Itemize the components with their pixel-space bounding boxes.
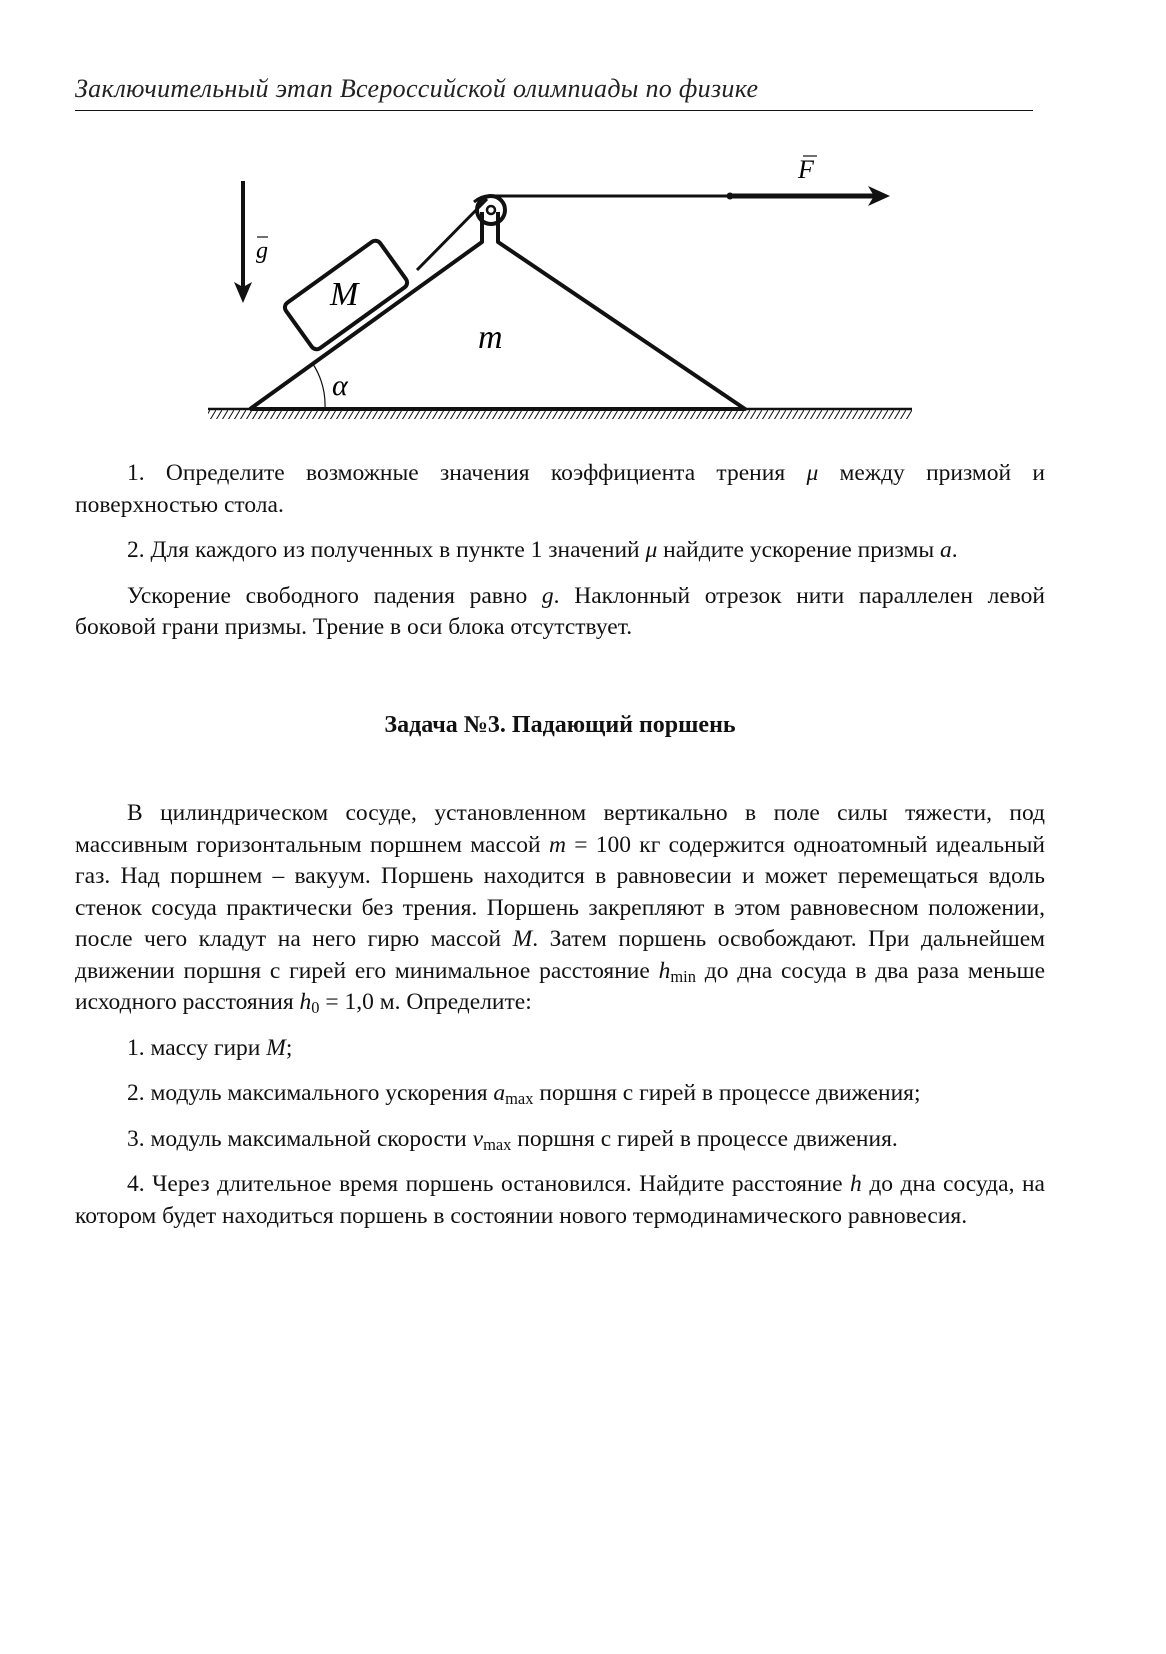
problem3-item-2: 2. модуль максимального ускорения $a_{max}$ поршня с гирей в процессе движения; — [127, 1080, 921, 1109]
problem2-questions — [75, 458, 1045, 658]
question-2: 2. Для каждого из полученных в пункте 1 значений μ найдите ускорение призмы a. — [127, 537, 958, 563]
problem3-body — [75, 798, 1045, 1246]
question-1: 1. Определите возможные значения коэффициента трения μ между призмой и поверхностью стола. — [75, 460, 1045, 518]
gravity-label: g — [256, 238, 268, 264]
problem3-title: Задача №3. Падающий поршень — [384, 712, 736, 738]
angle-label: α — [332, 369, 348, 402]
problem3-intro: В цилиндрическом сосуде, установленном вертикально в поле силы тяжести, под массивным горизонтальным поршнем массой m = 100 кг содержится одноатомный идеальный газ. Над поршнем – вакуум. Поршень находится в равновесии и может перемещаться вдоль стенок сосуда практически без трения. Поршень закрепляют в этом равновесном положении, после чего кладут на него гирю массой M. Затем поршень освобождают. При дальнейшем движении поршня с гирей его минимальное расстояние $h_{min}$ до дна сосуда в два раза меньше исходного расстояния $h_0 = 1,0$ м. Определите: — [75, 800, 1046, 1018]
header-divider — [75, 110, 1033, 111]
block-mass-label: M — [330, 276, 359, 313]
problem-note: Ускорение свободного падения равно g. Наклонный отрезок нити параллелен левой боковой грани призмы. Трение в оси блока отсутствует. — [75, 582, 1045, 640]
string — [417, 193, 734, 271]
problem3-item-3: 3. модуль максимальной скорости $v_{max}$ поршня с гирей в процессе движения. — [127, 1125, 898, 1154]
running-header: Заключительный этап Всероссийской олимпиады по физике — [75, 74, 759, 103]
force-label: F — [798, 155, 814, 184]
angle-arc — [313, 364, 325, 409]
prism-mass-label: m — [478, 319, 503, 356]
mechanics-diagram — [200, 140, 940, 440]
problem3-item-1: 1. массу гири M; — [127, 1034, 293, 1061]
force-arrow — [730, 186, 890, 206]
gravity-arrow — [234, 181, 252, 303]
problem3-item-4: 4. Через длительное время поршень остановился. Найдите расстояние h до дна сосуда, на котором будет находиться поршень в состоянии нового термодинамического равновесия. — [75, 1171, 1045, 1229]
